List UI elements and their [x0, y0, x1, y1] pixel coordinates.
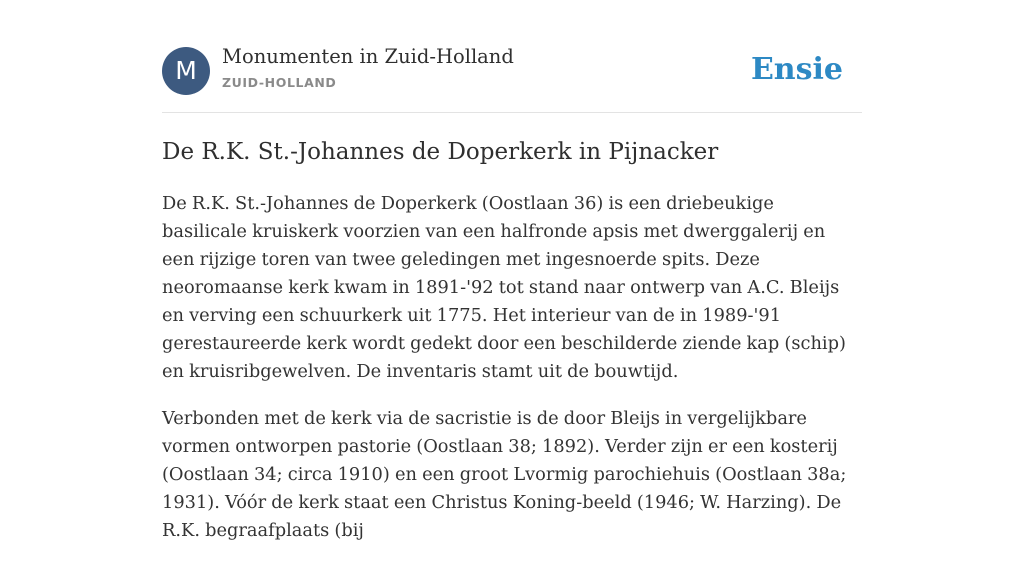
- publication-avatar[interactable]: M: [162, 47, 210, 95]
- publication-header: [162, 0, 862, 113]
- publication-title[interactable]: Monumenten in Zuid-Holland: [222, 45, 514, 68]
- article-paragraph: Verbonden met de kerk via de sacristie is de door Bleijs in vergelijkbare vormen ontworpen pastorie (Oostlaan 38; 1892). Verder zijn er een kosterij (Oostlaan 34; circa 1910) en een groot Lvormig parochiehuis (Oostlaan 38a; 1931). Vóór de kerk staat een Christus Koning-beeld (1946; W. Harzing). De R.K. begraafplaats (bij: [162, 408, 847, 541]
- article-paragraph: De R.K. St.-Johannes de Doperkerk (Oostlaan 36) is een driebeukige basilicale kruiskerk voorzien van een halfronde apsis met dwerggalerij en een rijzige toren van twee geledingen met ingesnoerde spits. Deze neoromaanse kerk kwam in 1891-'92 tot stand naar ontwerp van A.C. Bleijs en verving een schuurkerk uit 1775. Het interieur van de in 1989-'91 gerestaureerde kerk wordt gedekt door een beschilderde ziende kap (schip) en kruisribgewelven. De inventaris stamt uit de bouwtijd.: [162, 193, 846, 382]
- article-title: De R.K. St.-Johannes de Doperkerk in Pijnacker: [162, 139, 719, 165]
- publication-region: ZUID-HOLLAND: [222, 75, 337, 90]
- content-column: [162, 0, 862, 541]
- ensie-logo-link[interactable]: Ensie: [750, 52, 843, 87]
- article-body: [162, 190, 862, 564]
